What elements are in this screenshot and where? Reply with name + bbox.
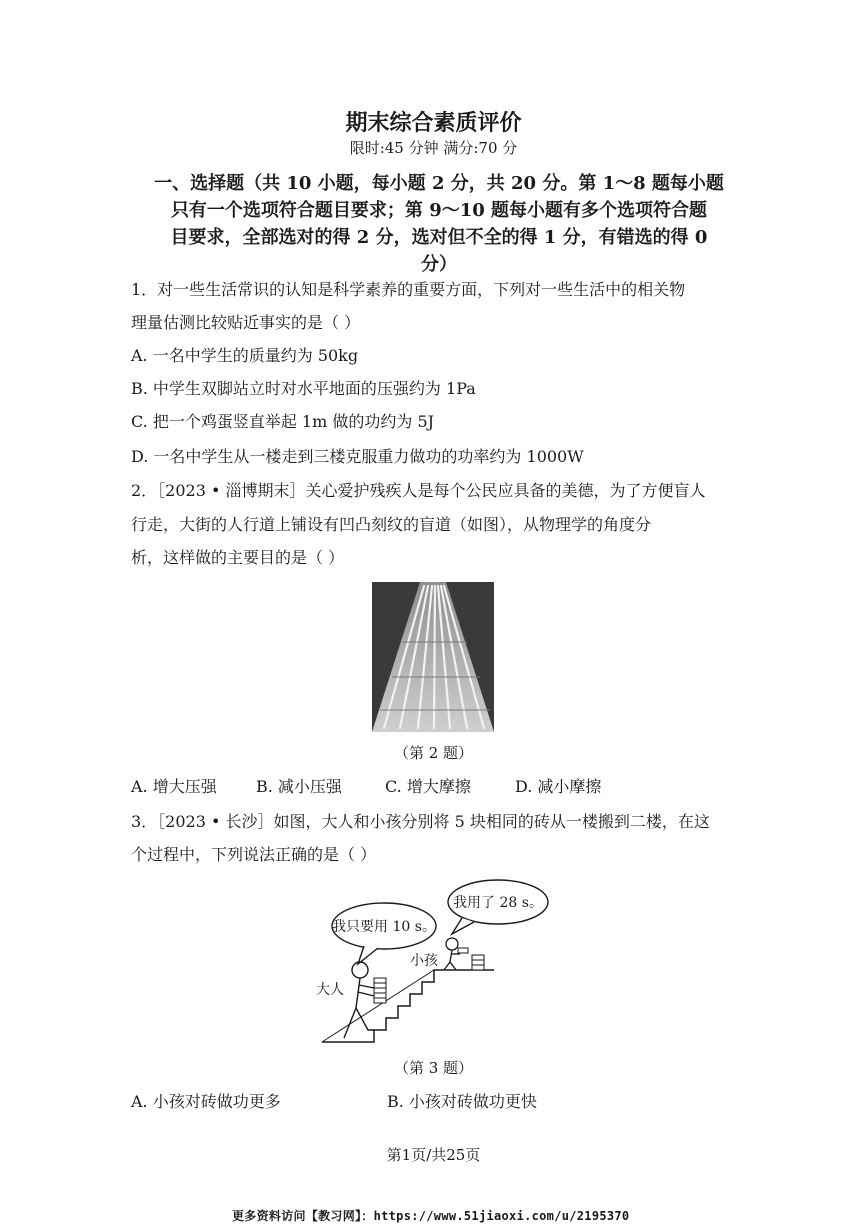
child-figure: [444, 938, 460, 970]
staircase: [322, 970, 494, 1042]
adult-bubble-text: 我只要用 10 s。: [332, 919, 436, 935]
q2-stem-line: 行走，大街的人行道上铺设有凹凸刻纹的盲道（如图），从物理学的角度分: [131, 515, 652, 534]
q1-stem-line: 1．对一些生活常识的认知是科学素养的重要方面，下列对一些生活中的相关物: [131, 280, 686, 299]
q2-stem-line: 析，这样做的主要目的是（ ）: [131, 548, 345, 567]
section-line: 只有一个选项符合题目要求；第 9～10 题每小题有多个选项符合题: [170, 200, 708, 221]
adult-label: 大人: [316, 982, 344, 998]
q2-stem-line: 2．［2023 • 淄博期末］关心爱护残疾人是每个公民应具备的美德，为了方便盲人: [131, 481, 706, 500]
tactile-paving-photo: [372, 582, 494, 732]
delivered-bricks: [472, 955, 484, 970]
q2-caption: （第 2 题）: [393, 744, 474, 762]
adult-figure: [344, 962, 374, 1038]
page-number: 第1页/共25页: [386, 1146, 481, 1164]
q3-option-b: B. 小孩对砖做功更快: [387, 1092, 537, 1111]
q1-option-a: A. 一名中学生的质量约为 50kg: [131, 346, 359, 365]
exam-limits: 限时:45 分钟 满分:70 分: [349, 139, 518, 157]
section-line: 目要求，全部选对的得 2 分，选对但不全的得 1 分，有错选的得 0: [170, 227, 708, 248]
q3-option-a: A. 小孩对砖做功更多: [131, 1092, 281, 1111]
q1-stem-line: 理量估测比较贴近事实的是（ ）: [131, 313, 361, 332]
q2-option-c: C. 增大摩擦: [385, 777, 471, 796]
page-title: 期末综合素质评价: [345, 110, 522, 136]
resource-link-note: 更多资料访问【教习网】：https://www.51jiaoxi.com/u/2195370: [232, 1209, 630, 1223]
q1-option-d: D. 一名中学生从一楼走到三楼克服重力做功的功率约为 1000W: [131, 447, 584, 466]
child-brick: [458, 948, 468, 953]
adult-bricks: [374, 978, 386, 1003]
section-line: 一、选择题（共 10 小题，每小题 2 分，共 20 分。第 1～8 题每小题: [154, 173, 724, 194]
q2-option-d: D. 减小摩擦: [515, 777, 602, 796]
q2-options: [131, 776, 771, 798]
q3-options: [131, 1091, 771, 1113]
q1-option-c: C. 把一个鸡蛋竖直举起 1m 做的功约为 5J: [131, 412, 435, 431]
q2-option-a: A. 增大压强: [131, 777, 217, 796]
section-heading: [128, 170, 750, 278]
q1-option-b: B. 中学生双脚站立时对水平地面的压强约为 1Pa: [131, 379, 476, 398]
child-bubble-text: 我用了 28 s。: [453, 895, 543, 911]
q3-stem-line: 3．［2023 • 长沙］如图，大人和小孩分别将 5 块相同的砖从一楼搬到二楼，在这: [131, 812, 710, 831]
q3-caption: （第 3 题）: [393, 1059, 474, 1077]
q3-stem-line: 个过程中，下列说法正确的是（ ）: [131, 845, 377, 864]
child-label: 小孩: [410, 953, 438, 969]
q2-option-b: B. 减小压强: [256, 777, 342, 796]
stairs-illustration: [312, 870, 552, 1048]
section-line: 分）: [421, 254, 457, 275]
